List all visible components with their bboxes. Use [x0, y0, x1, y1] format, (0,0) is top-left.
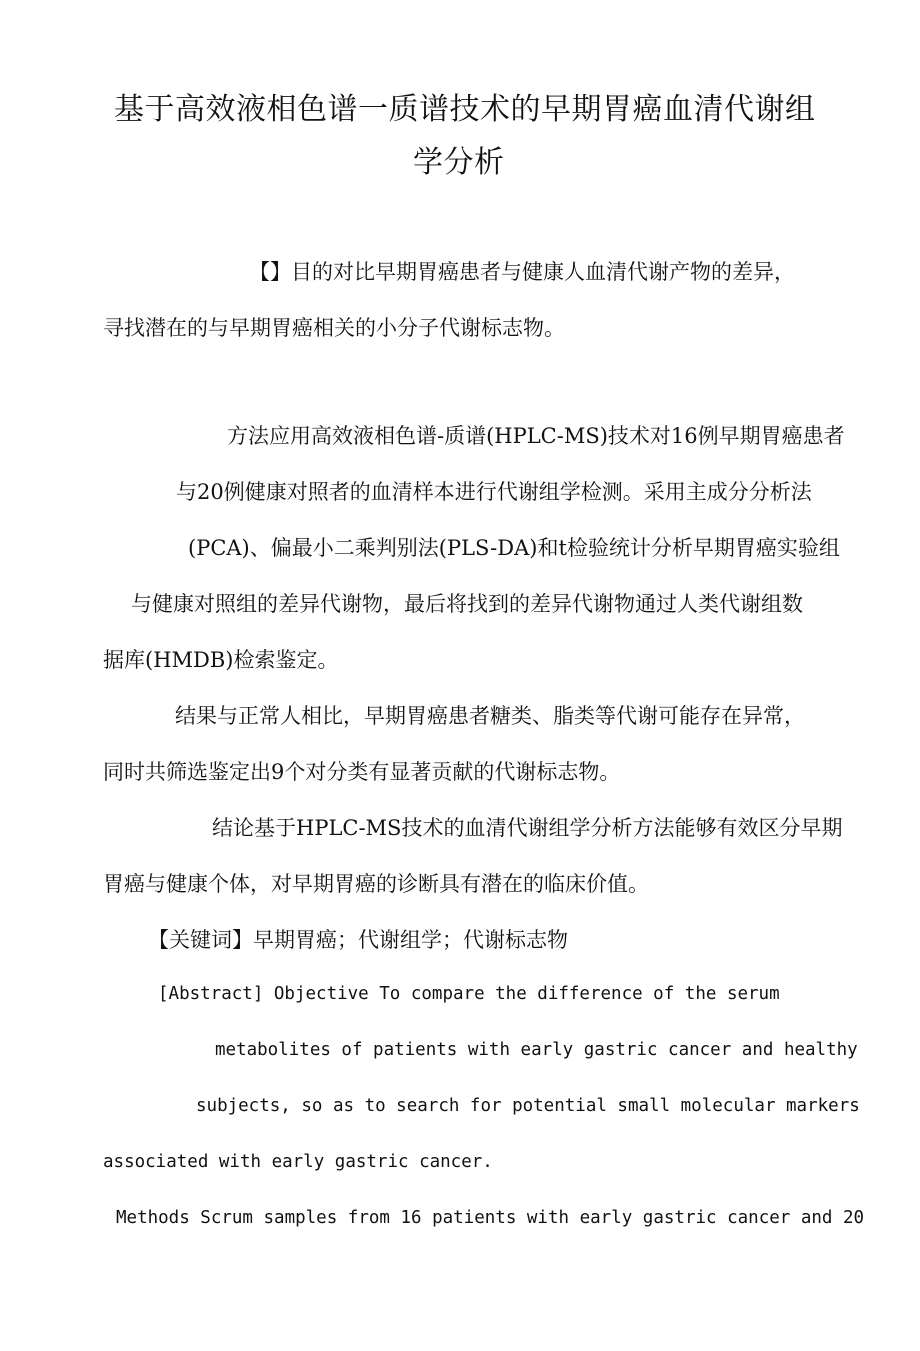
methods-cn-line-1: 方法应用高效液相色谱-质谱(HPLC-MS)技术对16例早期胃癌患者 — [227, 424, 845, 448]
objective-en-line-3: subjects, so as to search for potential small molecular markers — [196, 1096, 860, 1116]
objective-en-line-4: associated with early gastric cancer. — [103, 1152, 493, 1172]
methods-cn-line-5: 据库(HMDB)检索鉴定。 — [103, 648, 339, 672]
results-cn-line-1: 结果与正常人相比，早期胃癌患者糖类、脂类等代谢可能存在异常， — [175, 704, 805, 728]
objective-en-line-2: metabolites of patients with early gastric cancer and healthy — [215, 1040, 858, 1060]
methods-cn-line-4: 与健康对照组的差异代谢物，最后将找到的差异代谢物通过人类代谢组数 — [131, 592, 803, 616]
methods-cn-line-2: 与20例健康对照者的血清样本进行代谢组学检测。采用主成分分析法 — [176, 480, 812, 504]
objective-en-line-1: [Abstract] Objective To compare the difference of the serum — [158, 984, 780, 1004]
conclusion-cn-line-1: 结论基于HPLC-MS技术的血清代谢组学分析方法能够有效区分早期 — [212, 816, 843, 840]
objective-cn-line-1: 【】目的对比早期胃癌患者与健康人血清代谢产物的差异， — [249, 260, 795, 284]
paper-title-line-1: 基于高效液相色谱一质谱技术的早期胃癌血清代谢组 — [114, 92, 816, 127]
methods-en-line-1: Methods Scrum samples from 16 patients with early gastric cancer and 20 — [116, 1208, 865, 1228]
results-cn-line-2: 同时共筛选鉴定出9个对分类有显著贡献的代谢标志物。 — [103, 760, 621, 784]
conclusion-cn-line-2: 胃癌与健康个体，对早期胃癌的诊断具有潜在的临床价值。 — [103, 872, 649, 896]
methods-cn-line-3: (PCA)、偏最小二乘判别法(PLS-DA)和t检验统计分析早期胃癌实验组 — [188, 536, 840, 560]
objective-cn-line-2: 寻找潜在的与早期胃癌相关的小分子代谢标志物。 — [103, 316, 565, 340]
keywords-cn: 【关键词】早期胃癌；代谢组学；代谢标志物 — [148, 928, 568, 952]
paper-title-line-2: 学分析 — [413, 145, 505, 180]
